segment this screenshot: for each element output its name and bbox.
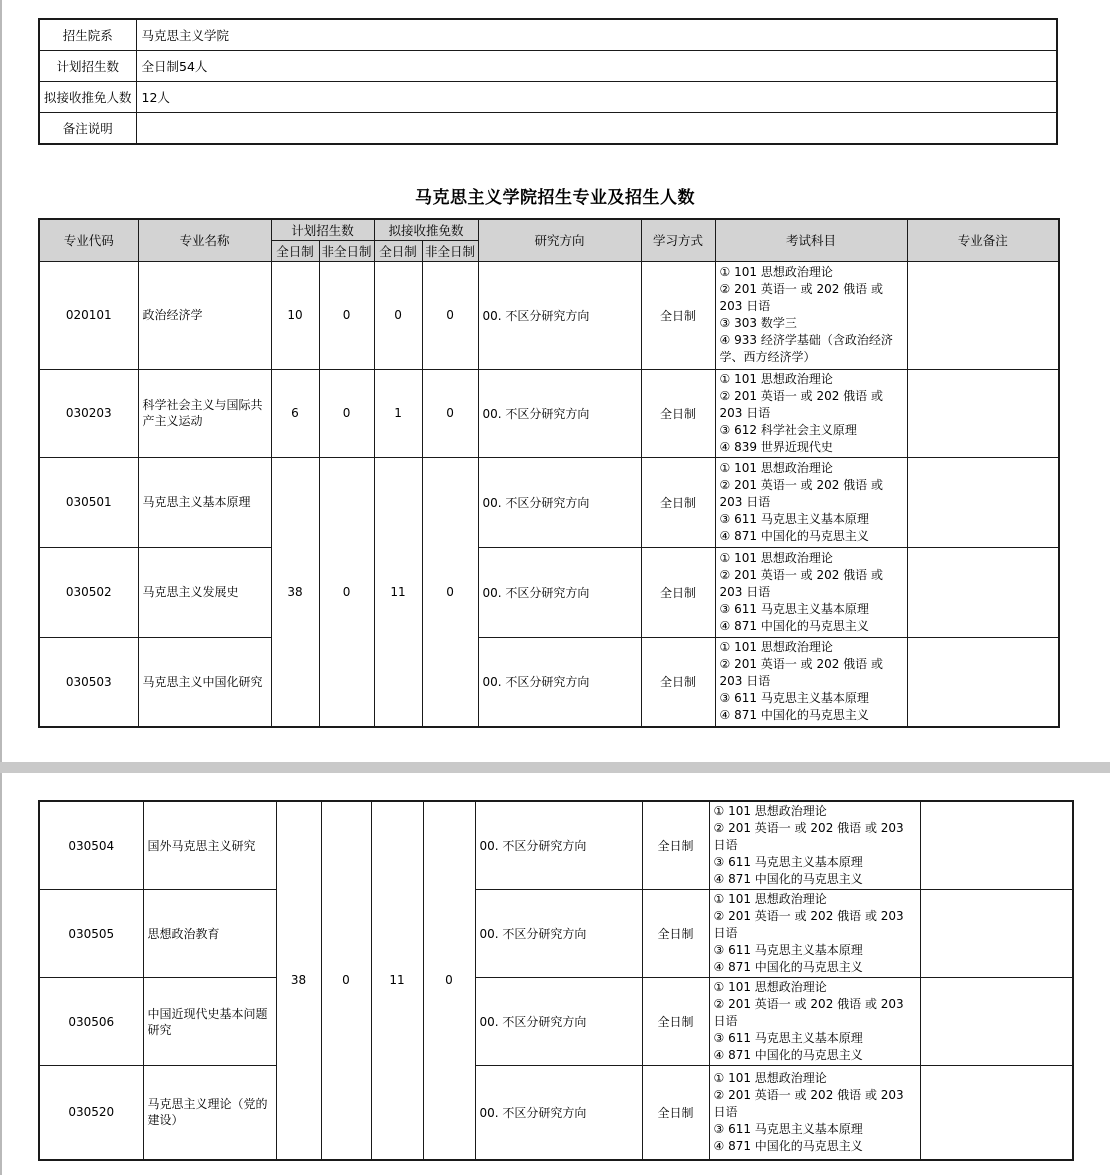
exam-subject-line: ③ 611 马克思主义基本原理 (713, 943, 863, 957)
page-break-divider (0, 762, 1110, 773)
exam-subject-line: ① 101 思想政治理论 (713, 980, 827, 994)
exam-subjects-cell (715, 637, 907, 727)
table-row (39, 637, 1059, 727)
research-direction-cell: 00. 不区分研究方向 (478, 637, 641, 727)
header-major-name: 专业名称 (138, 219, 271, 261)
exam-subject-line: ① 101 思想政治理论 (719, 550, 833, 565)
study-mode-cell: 全日制 (641, 547, 715, 637)
major-code-cell: 030505 (39, 890, 143, 978)
table-row (39, 51, 1057, 82)
major-code-cell: 030520 (39, 1066, 143, 1160)
exam-subjects-cell (715, 369, 907, 457)
major-name-cell: 国外马克思主义研究 (143, 801, 276, 890)
table-row (39, 82, 1057, 113)
exam-subject-line: ④ 871 中国化的马克思主义 (713, 1048, 863, 1062)
exam-subject-line: ② 201 英语一 或 202 俄语 或 203 日语 (719, 388, 883, 420)
header-study-mode: 学习方式 (641, 219, 715, 261)
major-remark-cell (920, 978, 1073, 1066)
study-mode-cell: 全日制 (642, 978, 709, 1066)
exam-subjects-cell (709, 978, 920, 1066)
research-direction-cell: 00. 不区分研究方向 (475, 1066, 642, 1160)
exam-subject-line: ③ 611 马克思主义基本原理 (719, 511, 869, 526)
planned-fulltime-merged-cell: 38 (271, 457, 319, 727)
planned-parttime-merged-cell: 0 (321, 801, 371, 1160)
table-row (39, 369, 1059, 457)
major-remark-cell (907, 369, 1059, 457)
exempt-fulltime-cell: 0 (374, 261, 422, 369)
major-remark-cell (920, 801, 1073, 890)
exempt-parttime-cell: 0 (422, 369, 478, 457)
major-remark-cell (907, 457, 1059, 547)
planned-fulltime-merged-cell: 38 (276, 801, 321, 1160)
exam-subject-line: ④ 839 世界近现代史 (719, 439, 833, 454)
header-major-code: 专业代码 (39, 219, 138, 261)
exam-subject-line: ④ 871 中国化的马克思主义 (719, 528, 869, 543)
header-exam-subjects: 考试科目 (715, 219, 907, 261)
exempt-fulltime-cell: 1 (374, 369, 422, 457)
research-direction-cell: 00. 不区分研究方向 (478, 369, 641, 457)
major-remark-cell (907, 547, 1059, 637)
exam-subject-line: ③ 611 马克思主义基本原理 (713, 1031, 863, 1045)
research-direction-cell: 00. 不区分研究方向 (475, 801, 642, 890)
header-row (39, 219, 1059, 240)
major-code-cell: 030203 (39, 369, 138, 457)
info-label: 备注说明 (39, 113, 136, 145)
exam-subject-line: ① 101 思想政治理论 (719, 265, 833, 279)
info-value: 全日制54人 (136, 51, 1057, 82)
info-label: 招生院系 (39, 19, 136, 51)
exam-subject-line: ③ 611 马克思主义基本原理 (713, 1121, 863, 1136)
exam-subject-line: ③ 612 科学社会主义原理 (719, 422, 857, 437)
research-direction-cell: 00. 不区分研究方向 (478, 261, 641, 369)
exam-subject-line: ③ 611 马克思主义基本原理 (719, 601, 869, 616)
exam-subject-line: ③ 303 数学三 (719, 316, 797, 330)
exam-subject-line: ① 101 思想政治理论 (719, 460, 833, 475)
study-mode-cell: 全日制 (641, 457, 715, 547)
planned-parttime-cell: 0 (319, 369, 374, 457)
planned-fulltime-cell: 10 (271, 261, 319, 369)
exam-subject-line: ② 201 英语一 或 202 俄语 或 203 日语 (713, 821, 904, 852)
exam-subjects-cell (709, 890, 920, 978)
major-name-cell: 马克思主义发展史 (138, 547, 271, 637)
exam-subject-line: ① 101 思想政治理论 (713, 892, 827, 906)
info-label: 拟接收推免人数 (39, 82, 136, 113)
exam-subject-line: ③ 611 马克思主义基本原理 (713, 855, 863, 869)
table-row (39, 457, 1059, 547)
major-code-cell: 030504 (39, 801, 143, 890)
exempt-fulltime-merged-cell: 11 (374, 457, 422, 727)
major-name-cell: 马克思主义中国化研究 (138, 637, 271, 727)
planned-parttime-cell: 0 (319, 261, 374, 369)
major-name-cell: 政治经济学 (138, 261, 271, 369)
exam-subject-line: ② 201 英语一 或 202 俄语 或 203 日语 (719, 657, 883, 689)
major-remark-cell (907, 637, 1059, 727)
major-name-cell: 思想政治教育 (143, 890, 276, 978)
exam-subject-line: ① 101 思想政治理论 (713, 804, 827, 818)
study-mode-cell: 全日制 (642, 1066, 709, 1160)
exam-subject-line: ② 201 英语一 或 202 俄语 或 203 日语 (713, 909, 904, 940)
majors-table-part1 (38, 218, 1060, 728)
major-name-cell: 中国近现代史基本问题研究 (143, 978, 276, 1066)
exempt-fulltime-merged-cell: 11 (371, 801, 423, 1160)
study-mode-cell: 全日制 (642, 890, 709, 978)
table-row (39, 978, 1073, 1066)
exam-subjects-cell (709, 801, 920, 890)
exam-subject-line: ④ 871 中国化的马克思主义 (713, 872, 863, 886)
major-code-cell: 030503 (39, 637, 138, 727)
exam-subject-line: ③ 611 马克思主义基本原理 (719, 691, 869, 706)
major-code-cell: 030501 (39, 457, 138, 547)
table-row (39, 261, 1059, 369)
exam-subject-line: ② 201 英语一 或 202 俄语 或 203 日语 (719, 567, 883, 599)
exempt-parttime-cell: 0 (422, 261, 478, 369)
table-row (39, 890, 1073, 978)
planned-fulltime-cell: 6 (271, 369, 319, 457)
header-exempt-count: 拟接收推免数 (374, 219, 478, 240)
majors-table-part2 (38, 800, 1074, 1161)
table-row (39, 113, 1057, 145)
major-code-cell: 030502 (39, 547, 138, 637)
info-label: 计划招生数 (39, 51, 136, 82)
major-code-cell: 020101 (39, 261, 138, 369)
header-fulltime: 全日制 (374, 240, 422, 261)
exam-subject-line: ④ 933 经济学基础（含政治经济学、西方经济学） (719, 333, 893, 364)
exam-subjects-cell (715, 547, 907, 637)
research-direction-cell: 00. 不区分研究方向 (475, 978, 642, 1066)
header-research-direction: 研究方向 (478, 219, 641, 261)
major-remark-cell (920, 890, 1073, 978)
exempt-parttime-merged-cell: 0 (422, 457, 478, 727)
major-remark-cell (907, 261, 1059, 369)
research-direction-cell: 00. 不区分研究方向 (475, 890, 642, 978)
exam-subjects-cell (709, 1066, 920, 1160)
table-row (39, 547, 1059, 637)
research-direction-cell: 00. 不区分研究方向 (478, 457, 641, 547)
exam-subject-line: ④ 871 中国化的马克思主义 (713, 1138, 863, 1153)
study-mode-cell: 全日制 (641, 369, 715, 457)
exam-subject-line: ① 101 思想政治理论 (713, 1070, 827, 1085)
table-row (39, 801, 1073, 890)
info-value: 12人 (136, 82, 1057, 113)
planned-parttime-merged-cell: 0 (319, 457, 374, 727)
exam-subject-line: ④ 871 中国化的马克思主义 (713, 960, 863, 974)
major-name-cell: 科学社会主义与国际共产主义运动 (138, 369, 271, 457)
page-edge-line (0, 0, 2, 1175)
exam-subject-line: ④ 871 中国化的马克思主义 (719, 708, 869, 723)
exam-subject-line: ① 101 思想政治理论 (719, 640, 833, 655)
major-name-cell: 马克思主义理论（党的建设） (143, 1066, 276, 1160)
research-direction-cell: 00. 不区分研究方向 (478, 547, 641, 637)
major-name-cell: 马克思主义基本原理 (138, 457, 271, 547)
header-fulltime: 全日制 (271, 240, 319, 261)
major-code-cell: 030506 (39, 978, 143, 1066)
study-mode-cell: 全日制 (642, 801, 709, 890)
study-mode-cell: 全日制 (641, 261, 715, 369)
table-row (39, 19, 1057, 51)
exam-subject-line: ② 201 英语一 或 202 俄语 或 203 日语 (719, 477, 883, 509)
header-major-remark: 专业备注 (907, 219, 1059, 261)
header-parttime: 非全日制 (319, 240, 374, 261)
exam-subject-line: ② 201 英语一 或 202 俄语 或 203 日语 (713, 1087, 904, 1119)
page-title: 马克思主义学院招生专业及招生人数 (415, 188, 695, 208)
exam-subject-line: ② 201 英语一 或 202 俄语 或 203 日语 (713, 997, 904, 1028)
study-mode-cell: 全日制 (641, 637, 715, 727)
exam-subject-line: ② 201 英语一 或 202 俄语 或 203 日语 (719, 282, 883, 313)
header-planned-count: 计划招生数 (271, 219, 374, 240)
exam-subjects-cell (715, 457, 907, 547)
exam-subject-line: ① 101 思想政治理论 (719, 371, 833, 386)
header-parttime: 非全日制 (422, 240, 478, 261)
table-row (39, 1066, 1073, 1160)
exam-subjects-cell (715, 261, 907, 369)
info-value: 马克思主义学院 (136, 19, 1057, 51)
exempt-parttime-merged-cell: 0 (423, 801, 475, 1160)
exam-subject-line: ④ 871 中国化的马克思主义 (719, 618, 869, 633)
major-remark-cell (920, 1066, 1073, 1160)
info-value (136, 113, 1057, 145)
admission-info-table (38, 18, 1058, 145)
